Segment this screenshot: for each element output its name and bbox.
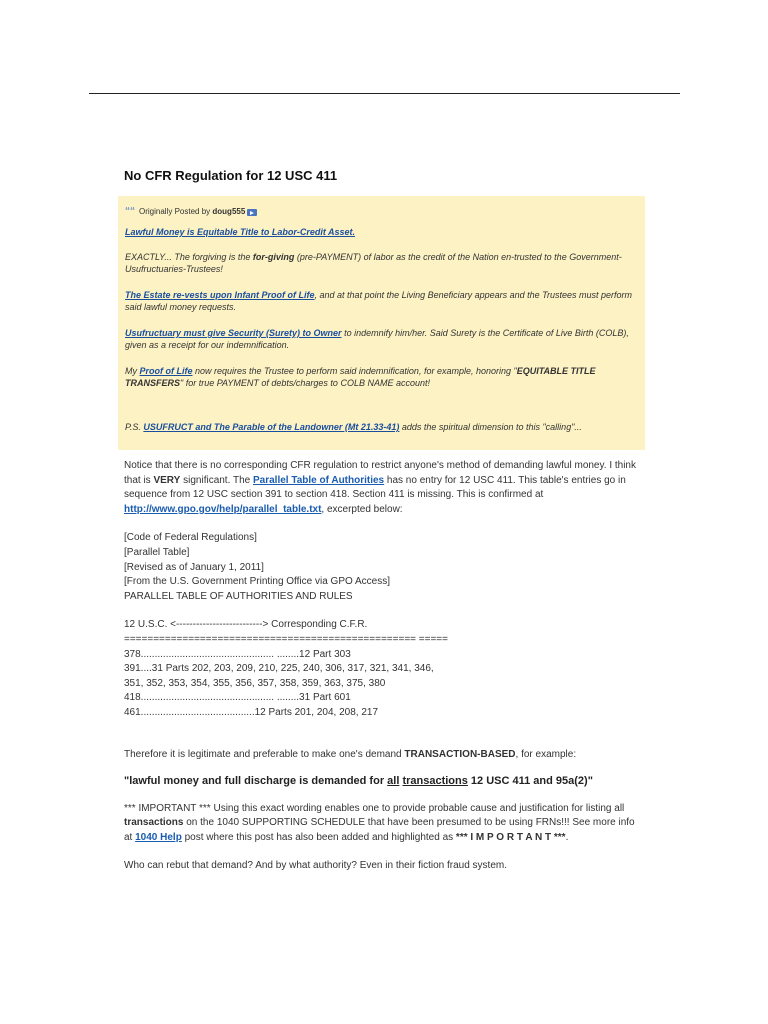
quote-author: doug555 [212,207,246,216]
parallel-table [124,618,644,720]
cfr-header-block [124,531,644,604]
table-row: 378................................................ ........12 Part 303 [124,648,351,660]
link-parallel-table[interactable]: Parallel Table of Authorities [252,474,385,486]
article-body [124,459,644,874]
page-title: No CFR Regulation for 12 USC 411 [124,168,338,183]
code-line: PARALLEL TABLE OF AUTHORITIES AND RULES [124,590,353,602]
link-estate-revests[interactable]: The Estate re-vests upon Infant Proof of Life [125,290,315,300]
quote-para-1 [125,226,637,238]
table-row: 461.........................................12 Parts 201, 204, 208, 217 [124,706,379,718]
demand-quote: "lawful money and full discharge is demanded for all transactions 12 USC 411 and 95a(2)" [124,775,593,788]
table-row: 391....31 Parts 202, 203, 209, 210, 225, 240, 306, 317, 321, 341, 346, [124,663,434,675]
link-1040-help[interactable]: 1040 Help [135,831,182,843]
code-line: [Revised as of January 1, 2011] [124,561,264,573]
table-head: 12 U.S.C. <--------------------------> Corresponding C.F.R. [124,619,368,631]
quote-para-6: P.S. USUFRUCT and The Parable of the Landowner (Mt 21.33-41) adds the spiritual dimension to this "calling"... [125,422,582,432]
quote-para-4: Usufructuary must give Security (Surety) to Owner to indemnify him/her. Said Surety is the Certificate of Live Birth (COLB), given as a receipt for our indemnification. [125,328,629,350]
posted-by-label: Originally Posted by [139,207,211,216]
para-therefore: Therefore it is legitimate and preferable to make one's demand TRANSACTION-BASED, for example: [124,748,577,760]
quote-header [125,206,637,218]
link-lawful-money[interactable]: Lawful Money is Equitable Title to Labor-Credit Asset. [125,227,356,237]
quote-para-3: The Estate re-vests upon Infant Proof of Life, and at that point the Living Beneficiary appears and the Trustees must perform said lawful money requests. [125,290,633,312]
top-rule [89,93,680,94]
quote-marks-icon: ““ [125,206,135,217]
para-important: *** IMPORTANT *** Using this exact wording enables one to provide probable cause and justification for listing all transactions on the 1040 SUPPORTING SCHEDULE that have been presumed to be using FRNs!!! See more info at 1040 Help post where this post has also been added and highlighted as *** I M P O R T A N T ***. [124,802,635,843]
para-notice: Notice that there is no corresponding CFR regulation to restrict anyone's method of demanding lawful money. I think that is VERY significant. The Parallel Table of Authorities has no entry for 12 USC 411. This table's entries go in sequence from 12 USC section 391 to section 418. Section 411 is missing. This is confirmed at http://www.gpo.gov/help/parallel_table.txt, excerpted below: [124,460,636,515]
link-gpo-url[interactable]: http://www.gpo.gov/help/parallel_table.txt [124,503,322,515]
view-post-icon[interactable] [247,209,257,216]
link-usufruct-parable[interactable]: USUFRUCT and The Parable of the Landowner (Mt 21.33-41) [143,422,400,432]
quote-box [118,196,645,450]
link-proof-of-life[interactable]: Proof of Life [139,366,193,376]
link-usufructuary[interactable]: Usufructuary must give Security (Surety) to Owner [125,328,342,338]
table-row: 351, 352, 353, 354, 355, 356, 357, 358, 359, 363, 375, 380 [124,677,386,689]
para-rebut: Who can rebut that demand? And by what authority? Even in their fiction fraud system. [124,860,507,872]
table-row: 418................................................ ........31 Part 601 [124,692,351,704]
table-separator: ================================================== ===== [124,633,448,645]
quote-para-5: My Proof of Life now requires the Trustee to perform said indemnification, for example, honoring "EQUITABLE TITLE TRANSFERS" for true PAYMENT of debts/charges to COLB NAME account! [125,366,596,388]
quote-para-2: EXACTLY... The forgiving is the for-giving (pre-PAYMENT) of labor as the credit of the Nation en-trusted to the Government-Usufructuaries-Trustees! [125,252,622,274]
code-line: [Parallel Table] [124,546,190,558]
code-line: [Code of Federal Regulations] [124,532,257,544]
code-line: [From the U.S. Government Printing Office via GPO Access] [124,576,391,588]
